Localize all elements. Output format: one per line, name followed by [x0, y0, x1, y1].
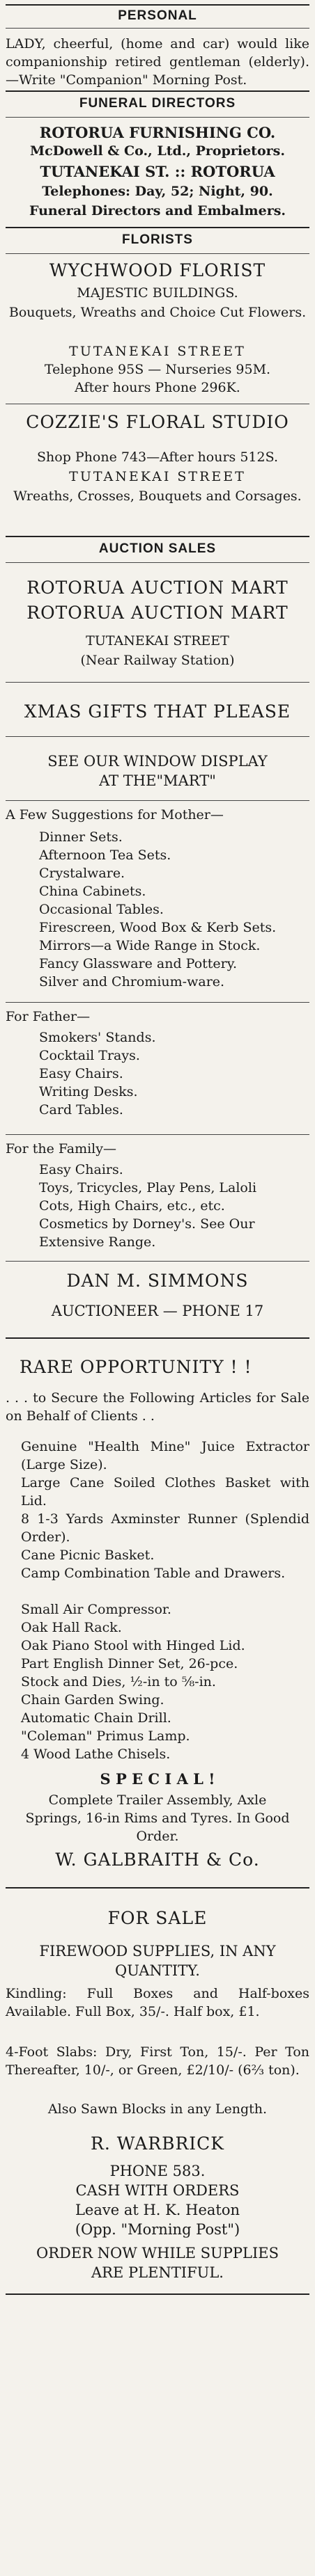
funeral-header: FUNERAL DIRECTORS [79, 96, 236, 111]
sawn-blocks-text: Also Sawn Blocks in any Length. [47, 2101, 268, 2117]
warbrick-cash: CASH WITH ORDERS [75, 2182, 240, 2199]
rare-opportunity-intro: . . . to Secure the Following Articles for Sale on Behalf of Clients . . [6, 1390, 309, 1424]
section-rule [6, 536, 309, 537]
cozzie-products: Wreaths, Crosses, Bouquets and Corsages. [13, 488, 302, 504]
list-item: Cocktail Trays. [39, 1048, 140, 1063]
wychwood-title: WYCHWOOD FLORIST [49, 260, 266, 280]
item: 8 1-3 Yards Axminster Runner (Splendid Order). [21, 1511, 309, 1545]
special-text: Complete Trailer Assembly, Axle Springs, 16-in Rims and Tyres. In Good Order. [25, 1792, 290, 1844]
funeral-services: Funeral Directors and Embalmers. [29, 203, 286, 218]
divider [6, 1261, 309, 1262]
section-rule [6, 1887, 309, 1889]
list-item: Mirrors—a Wide Range in Stock. [39, 938, 261, 953]
for-sale-title: FOR SALE [107, 1908, 208, 1928]
family-list [6, 1161, 315, 1251]
mother-list [6, 828, 315, 991]
father-list [6, 1028, 315, 1119]
galbraith-firm-name: W. GALBRAITH & Co. [55, 1850, 260, 1870]
item: Automatic Chain Drill. [21, 1710, 171, 1726]
list-item: Fancy Glassware and Pottery. [39, 956, 237, 971]
list-item: Writing Desks. [39, 1084, 138, 1099]
special-heading: S P E C I A L ! [100, 1770, 215, 1788]
item: Small Air Compressor. [21, 1602, 171, 1617]
funeral-firm-name: ROTORUA FURNISHING CO. [39, 124, 276, 141]
item: Camp Combination Table and Drawers. [21, 1566, 286, 1581]
top-rule [6, 4, 309, 6]
auction-header: AUCTION SALES [98, 541, 217, 556]
divider [6, 1134, 309, 1135]
list-item: Occasional Tables. [39, 902, 164, 917]
auctioneer-name: DAN M. SIMMONS [66, 1271, 249, 1291]
slabs-text: 4-Foot Slabs: Dry, First Ton, 15/-. Per Ton Thereafter, 10/-, or Green, £2/10/- (6⅔ ton). [6, 2044, 309, 2078]
item: Cane Picnic Basket. [21, 1548, 155, 1563]
divider [6, 800, 309, 801]
xmas-heading: XMAS GIFTS THAT PLEASE [24, 701, 291, 722]
item: Chain Garden Swing. [21, 1692, 164, 1708]
item: Oak Hall Rack. [21, 1620, 122, 1635]
wychwood-building: MAJESTIC BUILDINGS. [77, 285, 238, 301]
wychwood-street: TUTANEKAI STREET [69, 344, 246, 359]
list-item: Dinner Sets. [39, 829, 123, 845]
cozzie-phone: Shop Phone 743—After hours 512S. [37, 450, 278, 465]
list-item: Extensive Range. [39, 1234, 156, 1250]
list-item: Firescreen, Wood Box & Kerb Sets. [39, 920, 277, 935]
funeral-phones: Telephones: Day, 52; Night, 90. [42, 184, 273, 199]
list-item: Silver and Chromium-ware. [39, 974, 225, 989]
order-now-1: ORDER NOW WHILE SUPPLIES [36, 2245, 279, 2261]
list-item: Cots, High Chairs, etc., etc. [39, 1198, 225, 1214]
divider [6, 682, 309, 683]
item: Stock and Dies, ½-in to ⅝-in. [21, 1674, 216, 1689]
divider [6, 562, 309, 563]
kindling-text: Kindling: Full Boxes and Half-boxes Available. Full Box, 35/-. Half box, £1. [6, 1986, 309, 2019]
list-item: Afternoon Tea Sets. [39, 848, 171, 863]
mart-title-1: ROTORUA AUCTION MART [26, 578, 289, 598]
warbrick-phone: PHONE 583. [109, 2163, 206, 2179]
mart-title-2: ROTORUA AUCTION MART [26, 603, 289, 623]
divider [6, 117, 309, 118]
firewood-subtitle: FIREWOOD SUPPLIES, IN ANY QUANTITY. [39, 1943, 276, 1979]
list-item: Crystalware. [39, 866, 125, 881]
cozzie-street: TUTANEKAI STREET [69, 469, 246, 484]
item: 4 Wood Lathe Chisels. [21, 1747, 171, 1762]
father-intro: For Father— [6, 1009, 91, 1024]
list-item: Smokers' Stands. [39, 1030, 156, 1045]
warbrick-leave: Leave at H. K. Heaton [75, 2202, 240, 2218]
rare-opportunity-title: RARE OPPORTUNITY ! ! [20, 1357, 252, 1377]
list-item: Easy Chairs. [39, 1066, 123, 1081]
item: Genuine "Health Mine" Juice Extractor (Large Size). [21, 1439, 309, 1472]
mart-near: (Near Railway Station) [80, 653, 235, 668]
florists-header: FLORISTS [122, 232, 193, 247]
list-item: Cosmetics by Dorney's. See Our [39, 1216, 255, 1232]
divider [6, 736, 309, 737]
window-display-2: AT THE"MART" [99, 772, 216, 789]
funeral-address: TUTANEKAI ST. :: ROTORUA [40, 163, 275, 180]
divider [6, 28, 309, 29]
item: Part English Dinner Set, 26-pce. [21, 1656, 238, 1671]
wychwood-after-hours: After hours Phone 296K. [75, 380, 240, 395]
warbrick-name: R. WARBRICK [91, 2133, 224, 2154]
order-now-2: ARE PLENTIFUL. [91, 2264, 224, 2281]
wychwood-phone: Telephone 95S — Nurseries 95M. [44, 362, 271, 377]
section-rule [6, 227, 309, 228]
auctioneer-phone: AUCTIONEER — PHONE 17 [51, 1303, 264, 1319]
section-rule [6, 1337, 309, 1339]
bottom-rule [6, 2293, 309, 2295]
wychwood-products: Bouquets, Wreaths and Choice Cut Flowers. [8, 305, 307, 320]
warbrick-opp: (Opp. "Morning Post") [75, 2221, 240, 2238]
list-item: Easy Chairs. [39, 1162, 123, 1177]
mother-intro: A Few Suggestions for Mother— [6, 807, 224, 822]
divider [6, 1002, 309, 1003]
funeral-proprietors: McDowell & Co., Ltd., Proprietors. [30, 143, 285, 159]
cozzie-title: COZZIE'S FLORAL STUDIO [26, 412, 289, 432]
section-rule [6, 90, 309, 92]
personal-ad-text: LADY, cheerful, (home and car) would like companionship retired gentleman (elderly).—Write "Companion" Morning Post. [6, 36, 309, 88]
list-item: China Cabinets. [39, 884, 146, 899]
item: "Coleman" Primus Lamp. [21, 1728, 190, 1744]
divider [6, 253, 309, 254]
list-item: Card Tables. [39, 1102, 123, 1118]
family-intro: For the Family— [6, 1141, 116, 1156]
window-display-1: SEE OUR WINDOW DISPLAY [47, 753, 268, 770]
item: Large Cane Soiled Clothes Basket with Lid. [21, 1475, 309, 1509]
item: Oak Piano Stool with Hinged Lid. [21, 1638, 245, 1653]
personal-header: PERSONAL [118, 8, 197, 23]
list-item: Toys, Tricycles, Play Pens, Laloli [39, 1180, 257, 1195]
mart-street: TUTANEKAI STREET [86, 633, 229, 649]
